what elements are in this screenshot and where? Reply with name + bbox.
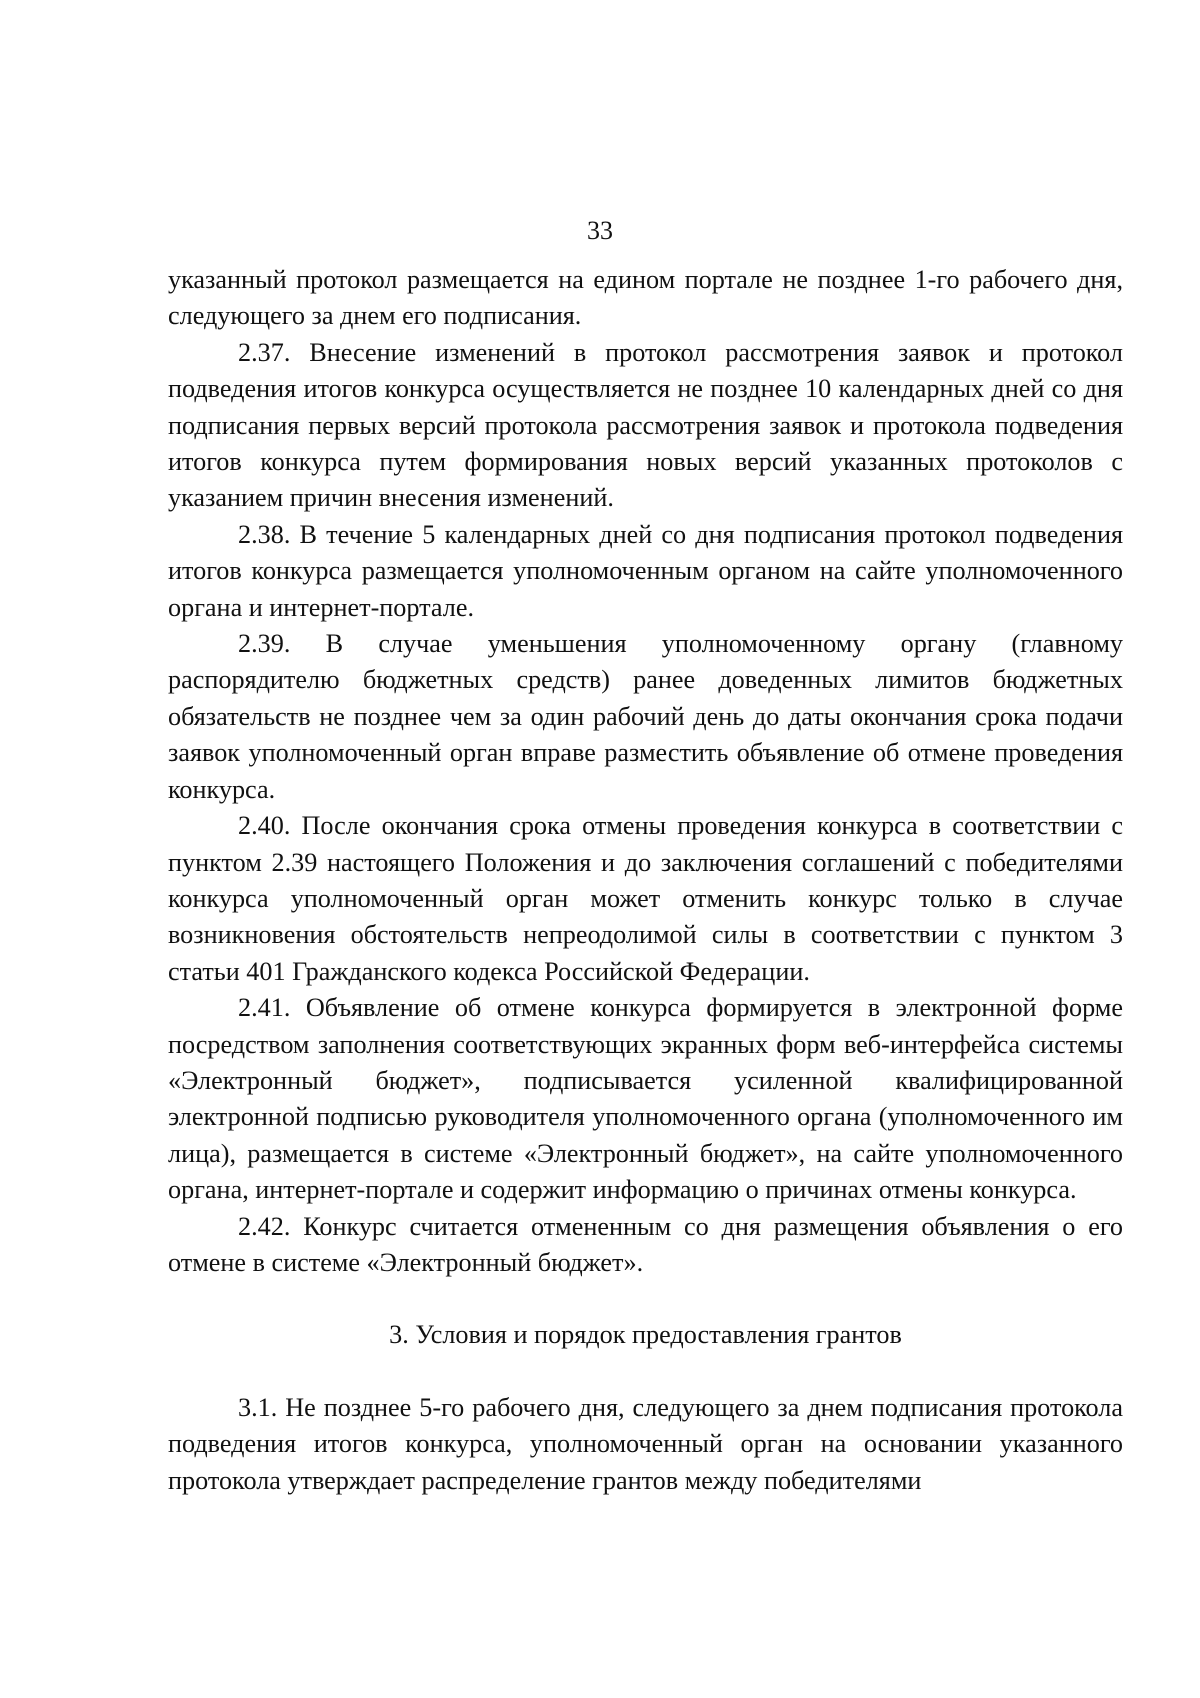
paragraph-2-39: 2.39. В случае уменьшения уполномоченному органу (главному распорядителю бюджетных средств) ранее доведенных лимитов бюджетных обязательств не позднее чем за один рабочий день до даты окончания срока подачи заявок уполномоченный орган вправе разместить объявление об отмене проведения конкурса.	[168, 629, 1123, 804]
paragraph-2-37: 2.37. Внесение изменений в протокол рассмотрения заявок и протокол подведения итогов конкурса осуществляется не позднее 10 календарных дней со дня подписания первых версий протокола рассмотрения заявок и протокола подведения итогов конкурса путем формирования новых версий указанных протоколов с указанием причин внесения изменений.	[168, 337, 1123, 513]
paragraph-2-42: 2.42. Конкурс считается отмененным со дня размещения объявления о его отмене в системе «Электронный бюджет».	[168, 1211, 1123, 1277]
section-3-heading: 3. Условия и порядок предоставления грантов	[389, 1320, 902, 1350]
paragraph-2-38: 2.38. В течение 5 календарных дней со дня подписания протокол подведения итогов конкурса размещается уполномоченным органом на сайте уполномоченного органа и интернет-портале.	[168, 519, 1123, 622]
page-number: 33	[587, 216, 613, 245]
paragraph-2-41: 2.41. Объявление об отмене конкурса формируется в электронной форме посредством заполнения соответствующих экранных форм веб-интерфейса системы «Электронный бюджет», подписывается усиленной квалифицированной электронной подписью руководителя уполномоченного органа (уполномоченного им лица), размещается в системе «Электронный бюджет», на сайте уполномоченного органа, интернет-портале и содержит информацию о причинах отмены конкурса.	[168, 993, 1123, 1205]
paragraph-continuation: указанный протокол размещается на едином портале не позднее 1-го рабочего дня, следующего за днем его подписания.	[168, 265, 1123, 331]
document-body	[168, 262, 1123, 1499]
paragraph-3-1: 3.1. Не позднее 5-го рабочего дня, следующего за днем подписания протокола подведения итогов конкурса, уполномоченный орган на основании указанного протокола утверждает распределение грантов между победителями	[168, 1392, 1123, 1495]
paragraph-2-40: 2.40. После окончания срока отмены проведения конкурса в соответствии с пунктом 2.39 настоящего Положения и до заключения соглашений с победителями конкурса уполномоченный орган может отменить конкурс только в случае возникновения обстоятельств непреодолимой силы в соответствии с пунктом 3 статьи 401 Гражданского кодекса Российской Федерации.	[168, 811, 1123, 986]
